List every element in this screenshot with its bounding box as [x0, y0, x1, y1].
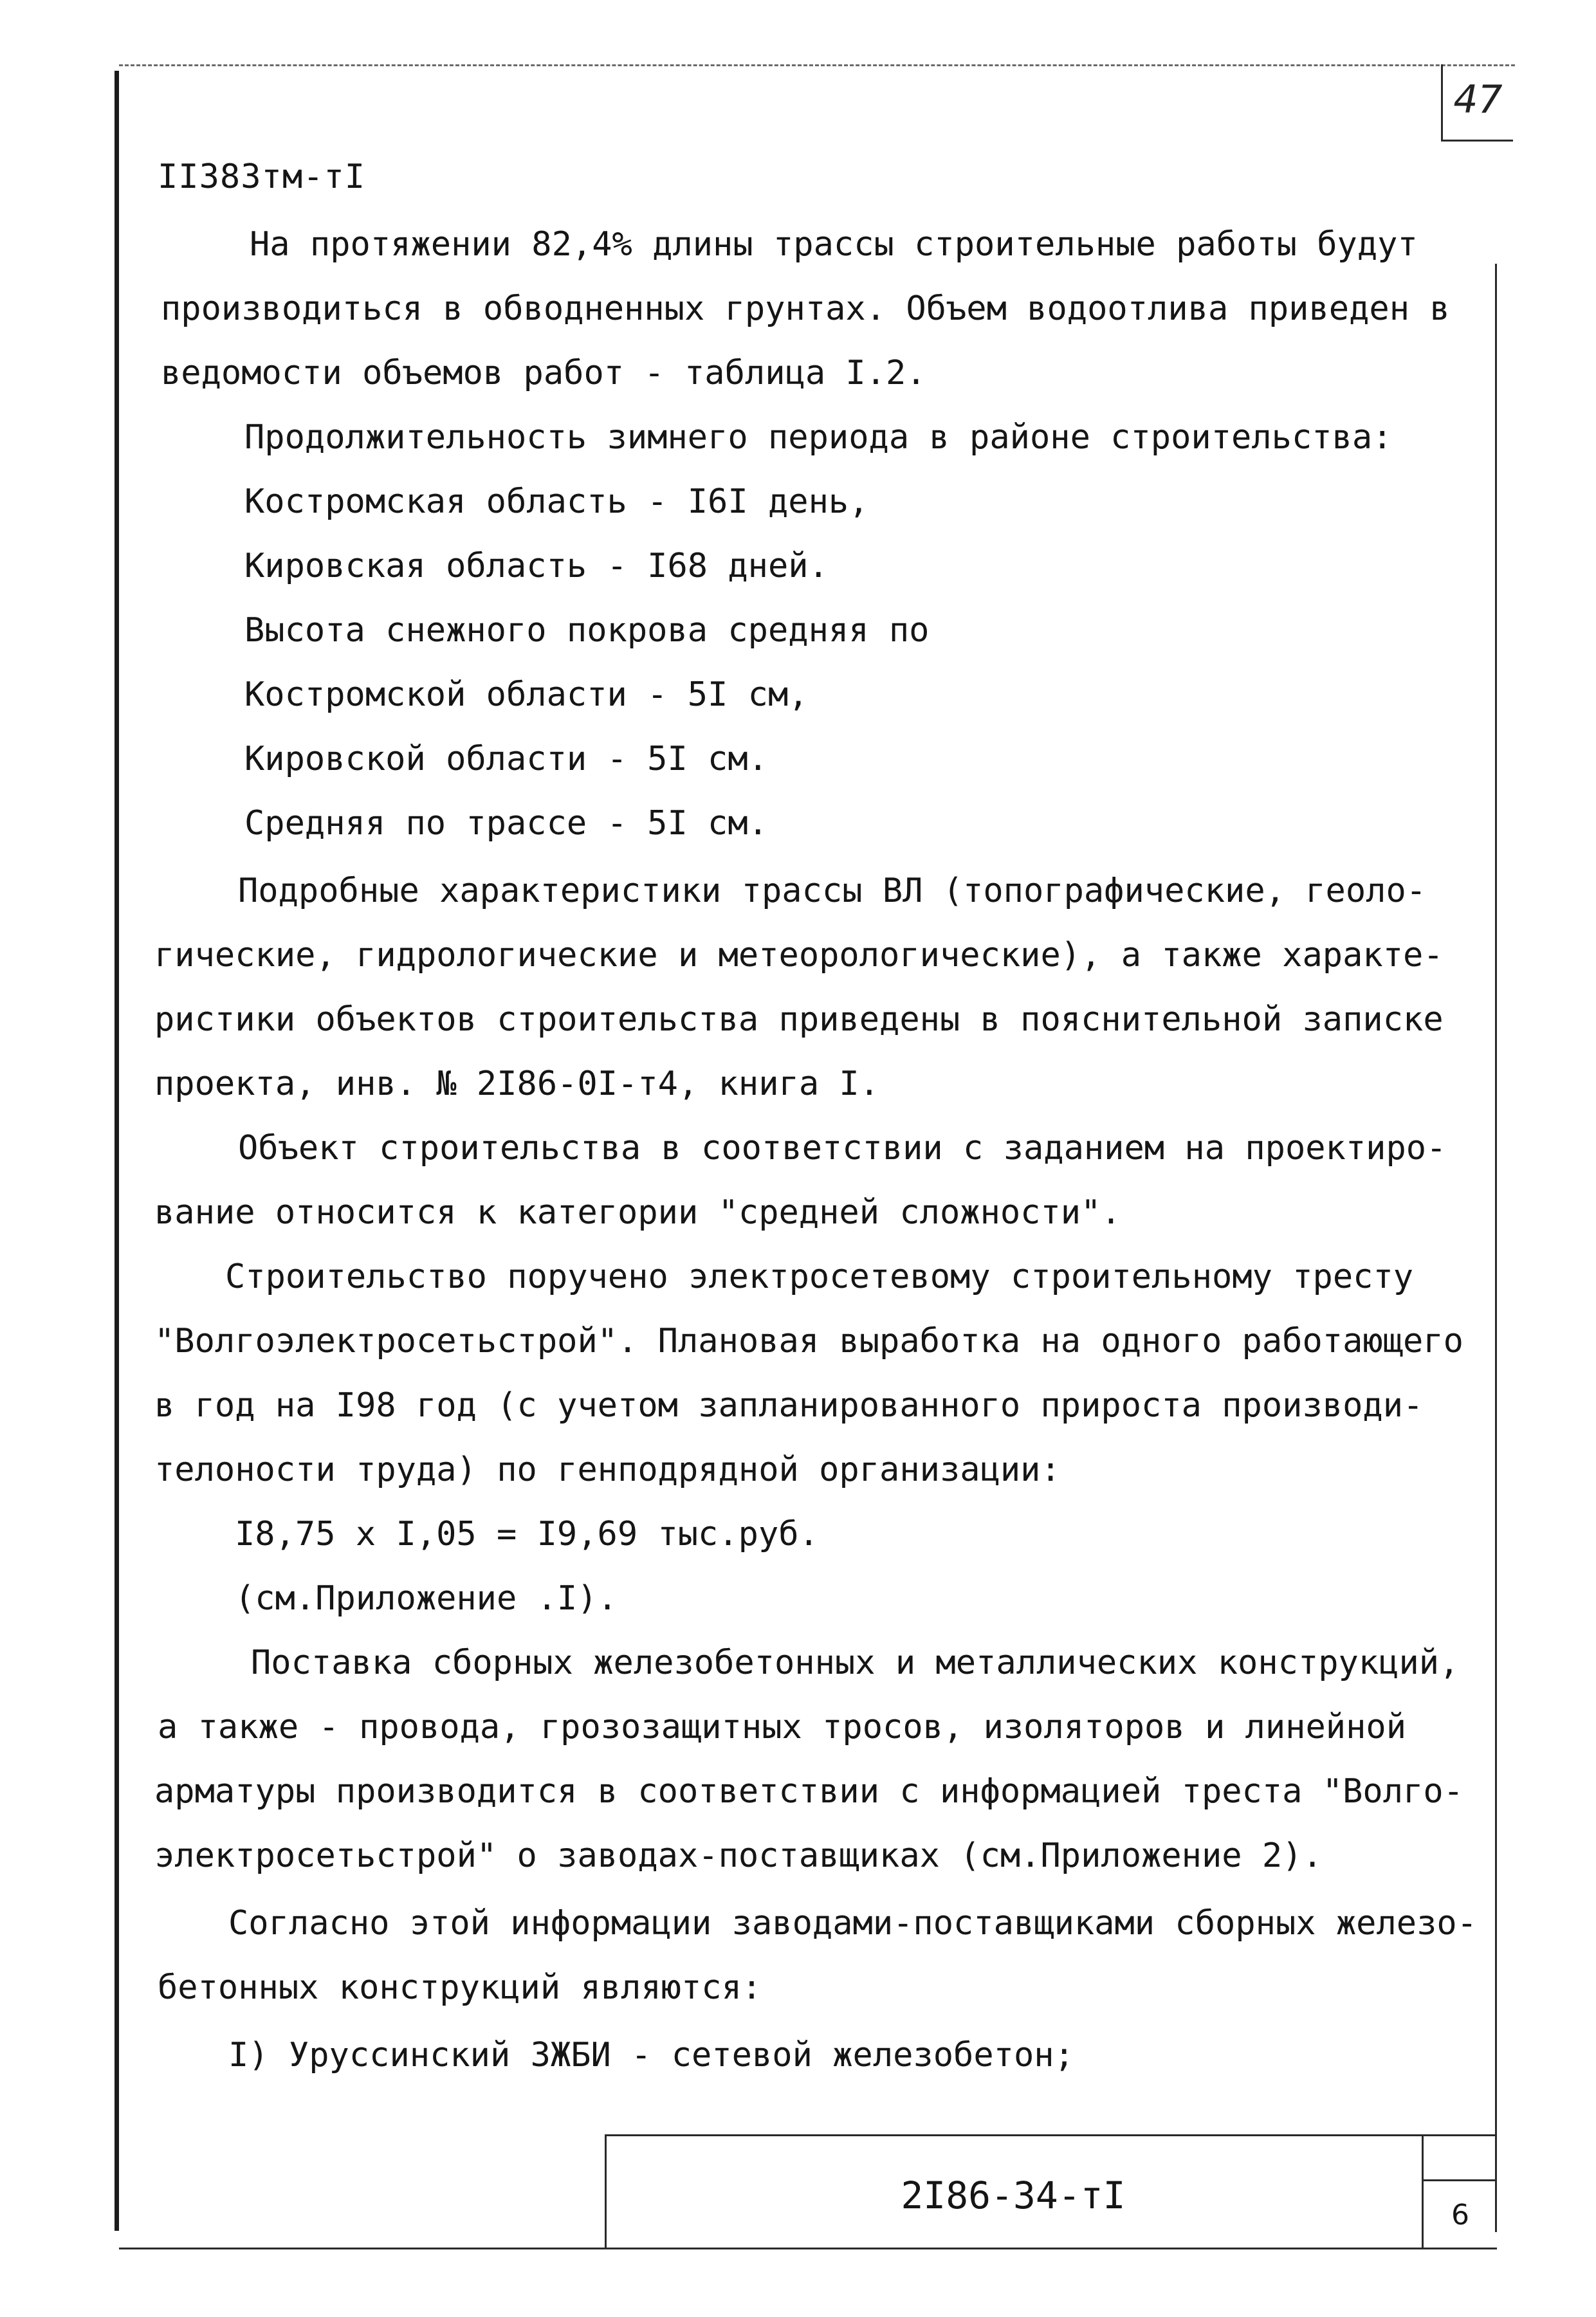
text-line: На протяжении 82,4% длины трассы строительные работы будут: [250, 225, 1418, 264]
text-line: бетонных конструкций являются:: [158, 1968, 762, 2007]
text-line: Костромской области - 5I см,: [244, 675, 809, 714]
text-line: телоности труда) по генподрядной организации:: [154, 1451, 1061, 1489]
text-line: Кировская область - I68 дней.: [244, 547, 829, 585]
text-line: в год на I98 год (с учетом запланированного прироста производи-: [154, 1386, 1424, 1425]
text-line: Объект строительства в соответствии с заданием на проектиро-: [238, 1129, 1447, 1168]
text-line: (см.Приложение .I).: [235, 1579, 618, 1618]
text-line: Согласно этой информации заводами-поставщиками сборных железо-: [228, 1904, 1478, 1943]
text-line: Кировской области - 5I см.: [244, 740, 768, 778]
text-line: производиться в обводненных грунтах. Объем водоотлива приведен в: [161, 289, 1450, 328]
sheet-number: 47: [1441, 64, 1513, 142]
text-line: Подробные характеристики трассы ВЛ (топографические, геоло-: [238, 872, 1427, 910]
frame-top-border: [119, 64, 1515, 66]
text-line: Высота снежного покрова средняя по: [244, 611, 930, 650]
text-line: Поставка сборных железобетонных и металлических конструкций,: [251, 1644, 1460, 1682]
text-line: ведомости объемов работ - таблица I.2.: [161, 354, 926, 392]
text-line: Строительство поручено электросетевому строительному тресту: [225, 1258, 1414, 1296]
title-block-document-code: 2I86-34-тI: [901, 2174, 1126, 2217]
text-line: "Волгоэлектросетьстрой". Плановая выработка на одного работающего: [154, 1322, 1463, 1360]
text-line: электросетьстрой" о заводах-поставщиках (см.Приложение 2).: [154, 1836, 1323, 1875]
text-line: а также - провода, грозозащитных тросов, изоляторов и линейной: [158, 1708, 1407, 1746]
text-line: I) Уруссинский ЗЖБИ - сетевой железобетон;: [228, 2036, 1074, 2074]
text-line: Средняя по трассе - 5I см.: [244, 804, 768, 843]
text-line: I8,75 x I,05 = I9,69 тыс.руб.: [235, 1515, 819, 1553]
text-line: проекта, инв. № 2I86-0I-т4, книга I.: [154, 1065, 880, 1103]
text-line: вание относится к категории "средней сложности".: [154, 1193, 1121, 1232]
document-header-code: II383тм-тI: [158, 158, 366, 196]
text-line: гические, гидрологические и метеорологические), а также характе-: [154, 936, 1444, 975]
frame-left-border: [115, 71, 119, 2231]
text-line: арматуры производится в соответствии с информацией треста "Волго-: [154, 1772, 1463, 1811]
text-line: Костромская область - I6I день,: [244, 482, 869, 521]
text-line: ристики объектов строительства приведены в пояснительной записке: [154, 1000, 1444, 1039]
title-block-page-number: 6: [1451, 2199, 1469, 2231]
text-line: Продолжительность зимнего периода в районе строительства:: [244, 418, 1393, 457]
frame-right-border: [1495, 264, 1497, 2232]
